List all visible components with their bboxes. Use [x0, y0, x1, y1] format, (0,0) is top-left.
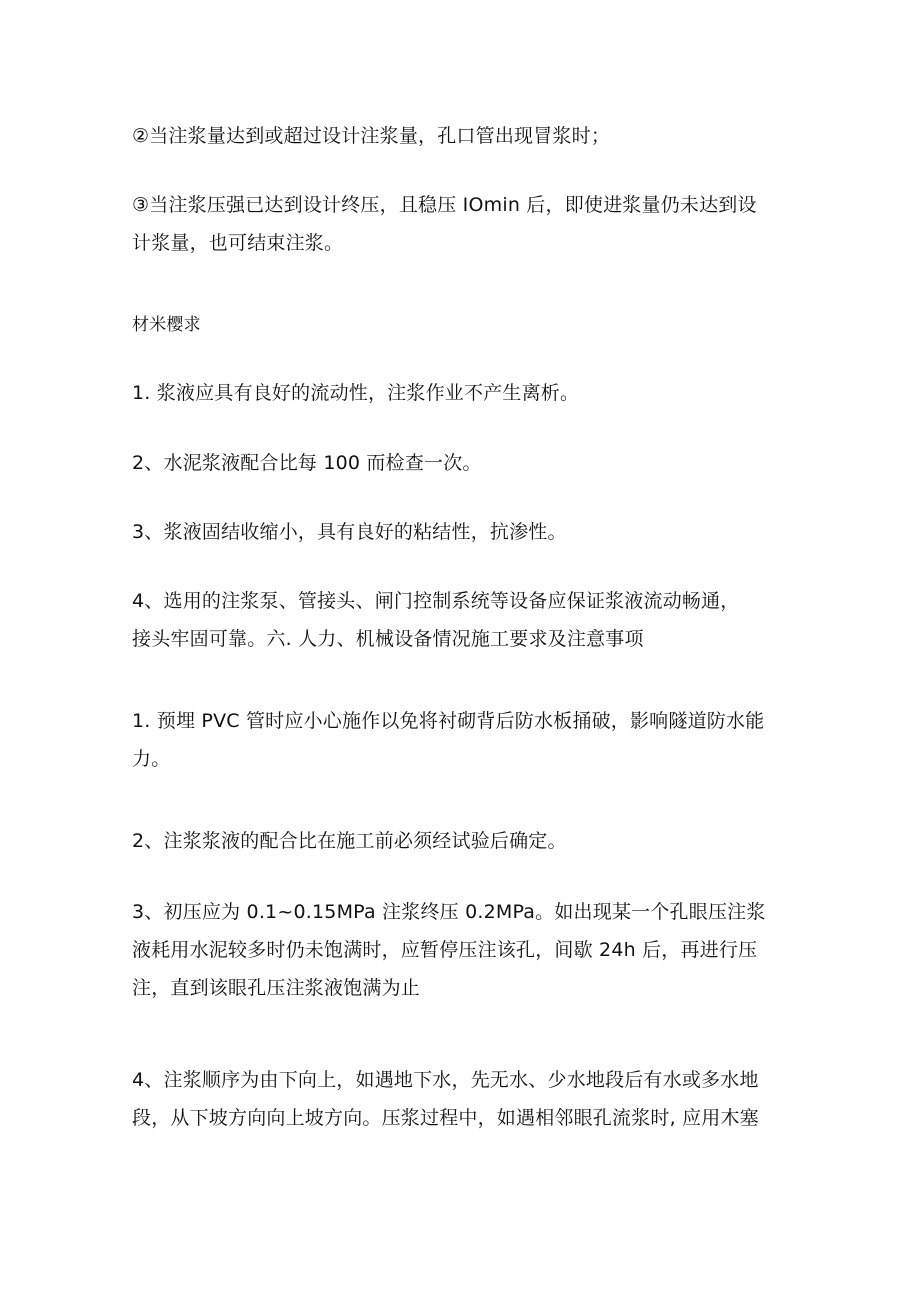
text-line: 1. 浆液应具有良好的流动性，注浆作业不产生离析。	[132, 382, 580, 404]
text-line: 接头牢固可靠。六. 人力、机械设备情况施工要求及注意事项	[132, 628, 644, 650]
text-line: 4、选用的注浆泵、管接头、闸门控制系统等设备应保证浆液流动畅通，	[132, 590, 740, 612]
text-line: 3、初压应为 0.1~0.15MPa 注浆终压 0.2MPa。如出现某一个孔眼压注浆	[132, 901, 766, 923]
paragraph-material-1	[132, 374, 802, 412]
section-heading-materials	[132, 306, 802, 344]
text-line: 3、浆液固结收缩小，具有良好的粘结性，抗渗性。	[132, 521, 567, 543]
paragraph-note-4	[132, 1061, 802, 1137]
paragraph-note-2	[132, 822, 802, 860]
text-line: ②当注浆量达到或超过设计注浆量，孔口管出现冒浆时；	[132, 125, 611, 147]
paragraph-note-1	[132, 702, 802, 778]
text-line: 2、注浆浆液的配合比在施工前必须经试验后确定。	[132, 830, 567, 852]
text-line: ③当注浆压强已达到设计终压，且稳压 IOmin 后，即使进浆量仍未达到设	[132, 194, 757, 216]
text-line: 1. 预埋 PVC 管时应小心施作以免将衬砌背后防水板捅破，影响隧道防水能	[132, 710, 765, 732]
paragraph-material-2	[132, 444, 802, 482]
paragraph-material-3	[132, 513, 802, 551]
text-line: 计浆量，也可结束注浆。	[132, 232, 344, 254]
text-line: 4、注浆顺序为由下向上，如遇地下水，先无水、少水地段后有水或多水地	[132, 1069, 759, 1091]
paragraph-end-condition-2	[132, 117, 802, 155]
text-line: 段，从下坡方向向上坡方向。压浆过程中，如遇相邻眼孔流浆时, 应用木塞	[132, 1107, 759, 1129]
text-line: 2、水泥浆液配合比每 100 而检查一次。	[132, 452, 482, 474]
paragraph-note-3	[132, 893, 802, 1007]
paragraph-end-condition-3	[132, 186, 802, 262]
text-line: 力。	[132, 748, 171, 770]
text-line: 材米樱求	[132, 315, 201, 335]
text-line: 注，直到该眼孔压注浆液饱满为止	[132, 977, 421, 999]
text-line: 液耗用水泥较多时仍未饱满时，应暂停压注该孔，间歇 24h 后，再进行压	[132, 939, 758, 961]
paragraph-material-4	[132, 582, 802, 658]
